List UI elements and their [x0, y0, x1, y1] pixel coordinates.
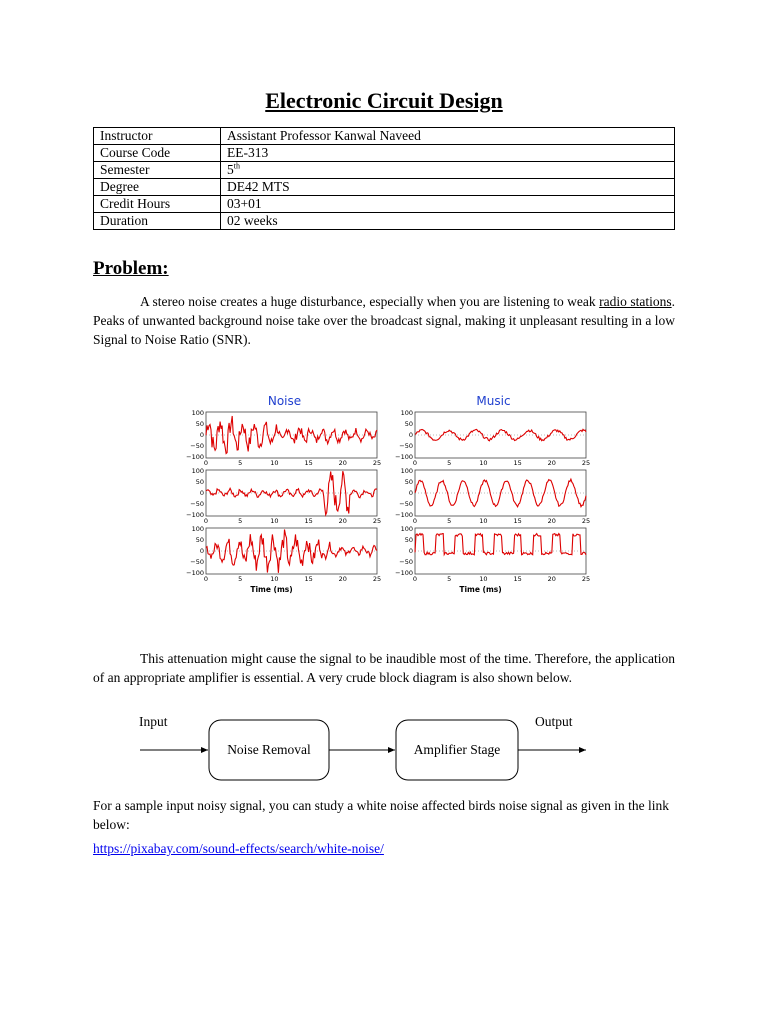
y-tick-label: 0 — [408, 547, 413, 555]
attenuation-paragraph: This attenuation might cause the signal to be inaudible most of the time. Therefore, the application of an appropriate amplifier is essential. A very crude block diagram is also shown below. — [93, 651, 675, 685]
x-tick-label: 10 — [479, 575, 488, 583]
row-label: Course Code — [94, 145, 221, 162]
x-tick-label: 5 — [447, 517, 452, 525]
row-value-text: 03+01 — [227, 196, 262, 211]
x-tick-label: 10 — [270, 459, 279, 467]
y-tick-label: 50 — [404, 478, 413, 486]
x-tick-label: 25 — [372, 459, 382, 467]
radio-stations-link[interactable]: radio stations — [599, 294, 672, 309]
y-tick-label: 50 — [195, 420, 204, 428]
output-label: Output — [535, 714, 573, 729]
x-tick-label: 20 — [338, 459, 347, 467]
x-tick-label: 15 — [513, 459, 522, 467]
y-tick-label: −100 — [395, 453, 413, 461]
x-tick-label: 10 — [479, 517, 488, 525]
pixabay-link[interactable]: https://pixabay.com/sound-effects/search/white-noise/ — [93, 841, 384, 856]
plot-frame — [415, 412, 586, 458]
row-value — [221, 179, 675, 196]
x-axis-label: Time (ms) — [250, 585, 293, 594]
x-tick-label: 25 — [372, 517, 382, 525]
row-value-text: 02 weeks — [227, 213, 278, 228]
problem-heading: Problem: — [93, 258, 169, 279]
course-info-table — [93, 127, 675, 230]
row-label: Duration — [94, 213, 221, 230]
x-tick-label: 15 — [513, 517, 522, 525]
y-tick-label: −50 — [399, 558, 413, 566]
x-tick-label: 10 — [270, 575, 279, 583]
y-tick-label: −50 — [190, 558, 204, 566]
course-info-row — [94, 162, 675, 179]
course-info-row — [94, 128, 675, 145]
row-label: Semester — [94, 162, 221, 179]
x-tick-label: 0 — [203, 459, 209, 467]
figure-column-title: Music — [476, 394, 511, 408]
y-tick-label: −100 — [186, 453, 204, 461]
y-tick-label: 100 — [400, 409, 413, 417]
y-tick-label: −100 — [395, 569, 413, 577]
row-value — [221, 162, 675, 179]
x-tick-label: 10 — [270, 517, 279, 525]
x-tick-label: 5 — [238, 459, 243, 467]
row-label: Instructor — [94, 128, 221, 145]
y-tick-label: −100 — [186, 569, 204, 577]
y-tick-label: 0 — [408, 431, 413, 439]
y-tick-label: 50 — [404, 420, 413, 428]
x-tick-label: 5 — [447, 459, 452, 467]
x-tick-label: 15 — [304, 459, 313, 467]
row-value-text: EE-313 — [227, 145, 269, 160]
x-tick-label: 25 — [581, 517, 591, 525]
y-tick-label: 100 — [191, 409, 204, 417]
x-tick-label: 20 — [547, 459, 556, 467]
document-title: Electronic Circuit Design — [265, 88, 503, 113]
x-tick-label: 0 — [412, 575, 418, 583]
x-tick-label: 0 — [203, 575, 209, 583]
y-tick-label: 100 — [191, 467, 204, 475]
row-value-text: 5 — [227, 162, 234, 177]
x-axis-label: Time (ms) — [459, 585, 502, 594]
x-tick-label: 25 — [372, 575, 382, 583]
y-tick-label: −50 — [190, 500, 204, 508]
y-tick-label: −50 — [399, 500, 413, 508]
course-info-row — [94, 213, 675, 230]
paragraph-text: A stereo noise creates a huge disturbance, especially when you are listening to weak — [140, 294, 600, 309]
x-tick-label: 0 — [412, 517, 418, 525]
y-tick-label: 0 — [199, 547, 204, 555]
input-label: Input — [139, 714, 168, 729]
row-value — [221, 196, 675, 213]
y-tick-label: −50 — [190, 442, 204, 450]
x-tick-label: 0 — [203, 517, 209, 525]
x-tick-label: 25 — [581, 459, 591, 467]
y-tick-label: 0 — [199, 489, 204, 497]
y-tick-label: 0 — [199, 431, 204, 439]
y-tick-label: 100 — [191, 525, 204, 533]
paragraph-text: . Peaks of unwanted background noise take over the broadcast signal, making it unpleasant resulting in a low Signal to Noise Ratio (SNR). — [93, 294, 675, 347]
y-tick-label: 100 — [400, 525, 413, 533]
x-tick-label: 15 — [513, 575, 522, 583]
x-tick-label: 20 — [547, 517, 556, 525]
y-tick-label: 100 — [400, 467, 413, 475]
row-value — [221, 128, 675, 145]
amplifier-stage-label: Amplifier Stage — [413, 742, 501, 757]
y-tick-label: −50 — [399, 442, 413, 450]
y-tick-label: −100 — [186, 511, 204, 519]
x-tick-label: 20 — [338, 517, 347, 525]
course-info-row — [94, 179, 675, 196]
x-tick-label: 0 — [412, 459, 418, 467]
row-value — [221, 145, 675, 162]
row-label: Credit Hours — [94, 196, 221, 213]
row-value-text: Assistant Professor Kanwal Naveed — [227, 128, 421, 143]
course-info-row — [94, 145, 675, 162]
y-tick-label: −100 — [395, 511, 413, 519]
y-tick-label: 50 — [195, 536, 204, 544]
y-tick-label: 0 — [408, 489, 413, 497]
row-value-superscript: th — [233, 161, 240, 171]
x-tick-label: 25 — [581, 575, 591, 583]
x-tick-label: 5 — [447, 575, 452, 583]
y-tick-label: 50 — [404, 536, 413, 544]
x-tick-label: 5 — [238, 575, 243, 583]
x-tick-label: 15 — [304, 517, 313, 525]
x-tick-label: 20 — [547, 575, 556, 583]
row-label: Degree — [94, 179, 221, 196]
figure-column-title: Noise — [267, 394, 302, 408]
course-info-row — [94, 196, 675, 213]
block-diagram — [130, 705, 600, 790]
y-tick-label: 50 — [195, 478, 204, 486]
x-tick-label: 15 — [304, 575, 313, 583]
noise-removal-label: Noise Removal — [227, 742, 311, 757]
sample-input-paragraph: For a sample input noisy signal, you can study a white noise affected birds noise signal as given in the link below: — [93, 798, 670, 832]
x-tick-label: 20 — [338, 575, 347, 583]
row-value — [221, 213, 675, 230]
x-tick-label: 5 — [238, 517, 243, 525]
noise-music-figure — [175, 380, 595, 595]
row-value-text: DE42 MTS — [227, 179, 290, 194]
problem-paragraph — [93, 292, 675, 349]
x-tick-label: 10 — [479, 459, 488, 467]
